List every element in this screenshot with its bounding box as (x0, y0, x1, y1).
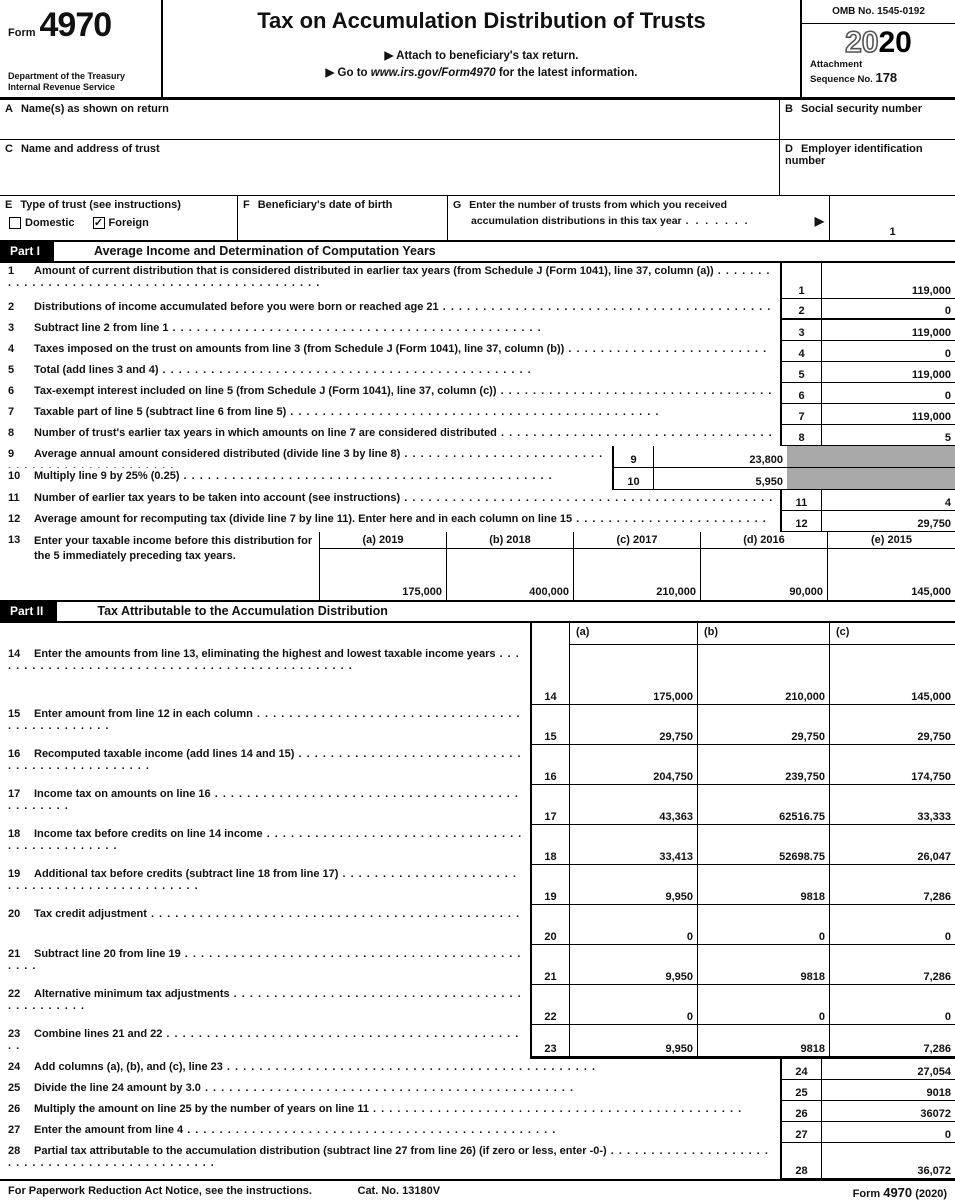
trusts-count-line2 (453, 214, 824, 228)
footer-form-id: Form 4970 (2020) (852, 1185, 947, 1200)
line7-numbox: 7 (780, 404, 822, 425)
paperwork-notice: For Paperwork Reduction Act Notice, see the instructions. (8, 1185, 312, 1197)
line13-col-2017 (574, 532, 701, 600)
line3-desc: Subtract line 2 from line 1 . (34, 322, 542, 334)
trust-name-input[interactable] (4, 158, 775, 193)
line18-c[interactable]: 26,047 (830, 825, 955, 865)
foreign-option[interactable] (93, 217, 149, 229)
line10-numbox: 10 (612, 468, 654, 490)
agency-line1: Department of the Treasury (8, 70, 126, 81)
line10-amount[interactable]: 5,950 (654, 468, 787, 490)
part1-line-1: 1 Amount of current distribution that is considered distributed in earlier tax years (from Schedule J (Form 1041), line 37, column (a)) . 1 119,000 (0, 263, 955, 299)
line3-numbox: 3 (780, 320, 822, 341)
part1-line-11: 11 Number of earlier tax years to be taken into account (see instructions) . 11 4 (0, 490, 955, 511)
line24-numbox: 24 (780, 1059, 822, 1080)
part2-column-headers (0, 623, 955, 645)
line8-numbox: 8 (780, 425, 822, 446)
line21-a[interactable]: 9,950 (570, 945, 698, 985)
line14-a[interactable]: 175,000 (570, 645, 698, 705)
part1-line-7: 7 Taxable part of line 5 (subtract line 6 from line 5) . 7 119,000 (0, 404, 955, 425)
trusts-count-label2: accumulation distributions in this tax year (471, 215, 682, 227)
line16-b[interactable]: 239,750 (698, 745, 830, 785)
part2-line-18: 18 Income tax before credits on line 14 income . 18 33,413 52698.75 26,047 (0, 825, 955, 865)
income-2019[interactable]: 175,000 (402, 586, 442, 598)
part2-label: Part II (0, 602, 57, 621)
line22-a[interactable]: 0 (570, 985, 698, 1025)
ssn-label: Social security number (800, 103, 922, 115)
line4-numbox: 4 (780, 341, 822, 362)
field-name-on-return[interactable]: A Name(s) as shown on return (0, 100, 780, 139)
line22-c[interactable]: 0 (830, 985, 955, 1025)
domestic-label: Domestic (25, 217, 75, 229)
line16-c[interactable]: 174,750 (830, 745, 955, 785)
form-header (0, 0, 955, 100)
part1-line-13: 13 Enter your taxable income before this distribution for the 5 immediately preceding tax years. (a) 2019 175,000 (b) 2018 400,000 (c) 2017 210,000 (d) 2016 90,000 (e) 2015 145,000 (0, 532, 955, 602)
part1-line-4: 4 Taxes imposed on the trust on amounts from line 3 (from Schedule J (Form 1041), line 37, column (b)) . 4 0 (0, 341, 955, 362)
line6-desc: Tax-exempt interest included on line 5 (from Schedule J (Form 1041), line 37, column (c)) . (8, 385, 772, 404)
title-block (163, 0, 800, 97)
line23-a[interactable]: 9,950 (570, 1025, 698, 1059)
line28-amount[interactable]: 36,072 (822, 1143, 955, 1179)
part2-line-19: 19 Additional tax before credits (subtract line 18 from line 17) . 19 9,950 9818 7,286 (0, 865, 955, 905)
income-2015[interactable]: 145,000 (911, 586, 951, 598)
attachment-sequence: Attachment Sequence No. 178 (810, 59, 898, 86)
shaded-cell (787, 468, 955, 490)
part1-title: Average Income and Determination of Computation Years (94, 244, 436, 258)
field-ein[interactable]: D Employer identification number (780, 140, 955, 195)
line20-c[interactable]: 0 (830, 905, 955, 945)
part2-line-17: 17 Income tax on amounts on line 16 . 17 43,363 62516.75 33,333 (0, 785, 955, 825)
line5-desc: Total (add lines 3 and 4) . (34, 364, 532, 376)
line24-desc: Add columns (a), (b), and (c), line 23 . (34, 1061, 596, 1073)
col-a-header: (a) (570, 623, 698, 645)
part1-line-12: 12 Average amount for recomputing tax (divide line 7 by line 11). Enter here and in each column on line 15 . 12 29,750 (0, 511, 955, 532)
shaded-cell (787, 446, 955, 468)
line17-b[interactable]: 62516.75 (698, 785, 830, 825)
domestic-checkbox[interactable] (9, 217, 21, 229)
trust-name-label: Name and address of trust (20, 143, 160, 155)
part1-line-2: 2 Distributions of income accumulated before you were born or reached age 21 . 2 0 (0, 299, 955, 320)
row-trust-type (0, 196, 955, 242)
year-2015-header: (e) 2015 (828, 532, 955, 549)
part2-header (0, 602, 955, 623)
line9-amount[interactable]: 23,800 (654, 446, 787, 468)
year-2016-header: (d) 2016 (701, 532, 827, 549)
line26-numbox: 26 (780, 1101, 822, 1122)
tax-year: 2020 (845, 26, 912, 59)
field-trust-type: E Type of trust (see instructions) Domestic ✓ Foreign (0, 196, 238, 240)
foreign-label: Foreign (108, 217, 149, 229)
line9-numbox: 9 (612, 446, 654, 468)
line14-c[interactable]: 145,000 (830, 645, 955, 705)
line18-desc: Income tax before credits on line 14 income . (8, 828, 522, 852)
dob-input[interactable] (242, 214, 443, 238)
income-2017[interactable]: 210,000 (656, 586, 696, 598)
domestic-option[interactable] (9, 217, 75, 229)
line28-desc: Partial tax attributable to the accumulation distribution (subtract line 27 from line 26) (if zero or less, enter -0-) . (8, 1145, 769, 1169)
line16-a[interactable]: 204,750 (570, 745, 698, 785)
line16-desc: Recomputed taxable income (add lines 14 and 15) . (8, 748, 522, 772)
line1-amount[interactable]: 119,000 (822, 263, 955, 299)
ein-label: Employer identification number (785, 143, 923, 167)
form-number-block (0, 0, 163, 97)
trust-type-options (9, 217, 232, 229)
line19-b[interactable]: 9818 (698, 865, 830, 905)
part2-line-22: 22 Alternative minimum tax adjustments . 22 0 0 0 (0, 985, 955, 1025)
field-trust-name-address[interactable]: C Name and address of trust (0, 140, 780, 195)
catalog-number: Cat. No. 13180V (357, 1185, 441, 1197)
line25-amount[interactable]: 9018 (822, 1080, 955, 1101)
part2-line-14: 14 Enter the amounts from line 13, eliminating the highest and lowest taxable income years . 14 175,000 210,000 145,000 (0, 645, 955, 705)
line3-amount[interactable]: 119,000 (822, 320, 955, 341)
field-number-of-trusts: G Enter the number of trusts from which you received accumulation distributions in this tax year . ▶ (448, 196, 830, 240)
line1-numbox: 1 (780, 263, 822, 299)
line8-desc: Number of trust's earlier tax years in which amounts on line 7 are considered distributed . (8, 427, 773, 446)
part1-line-6: 6 Tax-exempt interest included on line 5 (from Schedule J (Form 1041), line 37, column (c)) . 6 0 (0, 383, 955, 404)
part2-line-27: 27 Enter the amount from line 4 . 27 0 (0, 1122, 955, 1143)
col-c-header: (c) (830, 623, 955, 645)
part2-line-26: 26 Multiply the amount on line 25 by the number of years on line 11 . 26 36072 (0, 1101, 955, 1122)
line26-desc: Multiply the amount on line 25 by the number of years on line 11 . (34, 1103, 742, 1115)
line2-numbox: 2 (780, 299, 822, 320)
line7-amount[interactable]: 119,000 (822, 404, 955, 425)
dob-label: Beneficiary's date of birth (257, 199, 393, 211)
line2-desc: Distributions of income accumulated before you were born or reached age 21 . (8, 301, 771, 320)
form-footer (0, 1179, 955, 1204)
line12-desc: Average amount for recomputing tax (divide line 7 by line 11). Enter here and in each column on line 15 . (8, 513, 767, 532)
line21-desc: Subtract line 20 from line 19 . (8, 948, 521, 972)
line17-c[interactable]: 33,333 (830, 785, 955, 825)
line14-b[interactable]: 210,000 (698, 645, 830, 705)
line13-col-2018 (447, 532, 574, 600)
line23-b[interactable]: 9818 (698, 1025, 830, 1059)
part1-line-10: 10 Multiply line 9 by 25% (0.25) . 10 5,950 (0, 468, 955, 490)
agency-block (8, 71, 155, 94)
trust-type-label: Type of trust (see instructions) (20, 199, 181, 211)
field-ssn[interactable]: B Social security number (780, 100, 955, 139)
line9-desc: Average annual amount considered distributed (divide line 3 by line 8) . (8, 448, 603, 468)
line22-desc: Alternative minimum tax adjustments . (8, 988, 522, 1012)
omb-number: OMB No. 1545-0192 (802, 0, 955, 24)
year-2019-header: (a) 2019 (320, 532, 446, 549)
line11-numbox: 11 (780, 490, 822, 511)
line12-amount[interactable]: 29,750 (822, 511, 955, 532)
irs-url[interactable]: www.irs.gov/Form4970 (370, 67, 496, 80)
name-on-return-input[interactable] (4, 118, 775, 137)
line19-a[interactable]: 9,950 (570, 865, 698, 905)
line6-numbox: 6 (780, 383, 822, 404)
part1-line-8: 8 Number of trust's earlier tax years in which amounts on line 7 are considered distributed . 8 5 (0, 425, 955, 446)
line18-a[interactable]: 33,413 (570, 825, 698, 865)
line7-desc: Taxable part of line 5 (subtract line 6 from line 5) . (34, 406, 659, 418)
form-number-line (8, 6, 155, 45)
part1-label: Part I (0, 242, 54, 261)
line14-desc: Enter the amounts from line 13, eliminating the highest and lowest taxable income years . (8, 648, 520, 672)
line2-amount[interactable]: 0 (822, 299, 955, 320)
line27-amount[interactable]: 0 (822, 1122, 955, 1143)
website-instruction (163, 65, 800, 82)
pointer-arrow-icon: ▶ (814, 214, 824, 228)
line20-desc: Tax credit adjustment . (34, 908, 520, 920)
trusts-count-value[interactable]: 1 (889, 226, 896, 238)
line8-amount[interactable]: 5 (822, 425, 955, 446)
line19-desc: Additional tax before credits (subtract line 18 from line 17) . (8, 868, 517, 892)
line1-desc: Amount of current distribution that is considered distributed in earlier tax years (from Schedule J (Form 1041), line 37, column (a)) . (8, 265, 770, 289)
line4-desc: Taxes imposed on the trust on amounts from line 3 (from Schedule J (Form 1041), line 37, column (b)) . (8, 343, 767, 362)
trusts-count-label1: Enter the number of trusts from which you received (469, 199, 728, 211)
goto-prefix: ▶ Go to (325, 67, 371, 80)
line4-amount[interactable]: 0 (822, 341, 955, 362)
ssn-input[interactable] (784, 118, 951, 137)
form-number: 4970 (39, 6, 112, 44)
line11-amount[interactable]: 4 (822, 490, 955, 511)
part2-line-16: 16 Recomputed taxable income (add lines 14 and 15) . 16 204,750 239,750 174,750 (0, 745, 955, 785)
line13-desc: Enter your taxable income before this distribution for the 5 immediately preceding tax years. (34, 535, 313, 562)
agency-line2: Internal Revenue Service (8, 81, 116, 92)
part1-header (0, 242, 955, 263)
part2-line-28: 28 Partial tax attributable to the accumulation distribution (subtract line 27 from line 26) (if zero or less, enter -0-) . 28 36,072 (0, 1143, 955, 1179)
line15-desc: Enter amount from line 12 in each column . (8, 708, 521, 732)
line21-c[interactable]: 7,286 (830, 945, 955, 985)
line26-amount[interactable]: 36072 (822, 1101, 955, 1122)
line10-desc: Multiply line 9 by 25% (0.25) . (34, 470, 553, 482)
name-on-return-label: Name(s) as shown on return (20, 103, 169, 115)
year-2018-header: (b) 2018 (447, 532, 573, 549)
part1-line-9: 9 Average annual amount considered distributed (divide line 3 by line 8) . 9 23,800 (0, 446, 955, 468)
line23-desc: Combine lines 21 and 22 . (8, 1028, 519, 1052)
line15-a[interactable]: 29,750 (570, 705, 698, 745)
line17-a[interactable]: 43,363 (570, 785, 698, 825)
part2-line-20: 20 Tax credit adjustment . 20 0 0 0 (0, 905, 955, 945)
line11-desc: Number of earlier tax years to be taken into account (see instructions) . (34, 492, 773, 504)
line22-b[interactable]: 0 (698, 985, 830, 1025)
goto-suffix: for the latest information. (495, 67, 638, 80)
part2-line-25: 25 Divide the line 24 amount by 3.0 . 25 9018 (0, 1080, 955, 1101)
income-2018[interactable]: 400,000 (529, 586, 569, 598)
line13-col-2019 (320, 532, 447, 600)
part1-line-3: 3 Subtract line 2 from line 1 . 3 119,000 (0, 320, 955, 341)
part1-line-5: 5 Total (add lines 3 and 4) . 5 119,000 (0, 362, 955, 383)
line20-b[interactable]: 0 (698, 905, 830, 945)
form-word: Form (8, 27, 36, 39)
row-name-ssn (0, 100, 955, 140)
line17-desc: Income tax on amounts on line 16 . (8, 788, 519, 812)
line20-a[interactable]: 0 (570, 905, 698, 945)
line13-col-2016 (701, 532, 828, 600)
part2-line-21: 21 Subtract line 20 from line 19 . 21 9,950 9818 7,286 (0, 945, 955, 985)
part2-line-15: 15 Enter amount from line 12 in each column . 15 29,750 29,750 29,750 (0, 705, 955, 745)
omb-block (800, 0, 955, 97)
foreign-checkbox[interactable]: ✓ (93, 216, 104, 229)
year-2017-header: (c) 2017 (574, 532, 700, 549)
line27-desc: Enter the amount from line 4 . (34, 1124, 556, 1136)
part2-title: Tax Attributable to the Accumulation Distribution (97, 604, 388, 618)
line12-numbox: 12 (780, 511, 822, 532)
line23-c[interactable]: 7,286 (830, 1025, 955, 1059)
line24-amount[interactable]: 27,054 (822, 1059, 955, 1080)
col-b-header: (b) (698, 623, 830, 645)
line25-desc: Divide the line 24 amount by 3.0 . (34, 1082, 574, 1094)
form-title: Tax on Accumulation Distribution of Trusts (257, 8, 706, 33)
line5-amount[interactable]: 119,000 (822, 362, 955, 383)
dot-leader (686, 215, 811, 227)
line5-numbox: 5 (780, 362, 822, 383)
line15-c[interactable]: 29,750 (830, 705, 955, 745)
income-2016[interactable]: 90,000 (789, 586, 823, 598)
field-date-of-birth[interactable]: F Beneficiary's date of birth (238, 196, 448, 240)
line18-b[interactable]: 52698.75 (698, 825, 830, 865)
ein-input[interactable] (784, 158, 951, 193)
part2-line-23: 23 Combine lines 21 and 22 . 23 9,950 9818 7,286 (0, 1025, 955, 1059)
part2-line-24: 24 Add columns (a), (b), and (c), line 23 . 24 27,054 (0, 1059, 955, 1080)
line27-numbox: 27 (780, 1122, 822, 1143)
line19-c[interactable]: 7,286 (830, 865, 955, 905)
row-trust-ein (0, 140, 955, 196)
attach-instruction: ▶ Attach to beneficiary's tax return. (384, 50, 579, 62)
line6-amount[interactable]: 0 (822, 383, 955, 404)
line25-numbox: 25 (780, 1080, 822, 1101)
line15-b[interactable]: 29,750 (698, 705, 830, 745)
line28-numbox: 28 (780, 1143, 822, 1179)
line21-b[interactable]: 9818 (698, 945, 830, 985)
line13-year-columns (320, 532, 955, 600)
line13-col-2015 (828, 532, 955, 600)
